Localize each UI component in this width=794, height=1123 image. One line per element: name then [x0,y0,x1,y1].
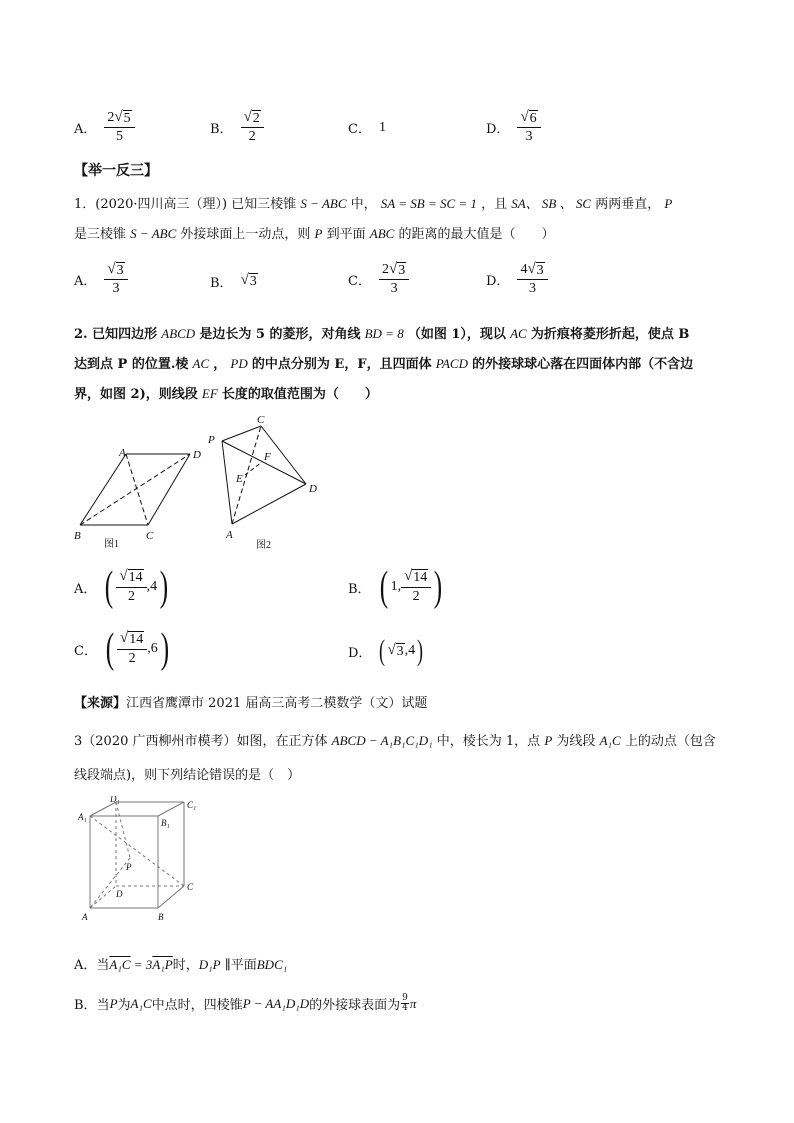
vertex-label-c: C [187,882,194,892]
interval-end: 6 [150,641,158,656]
q2-option-d[interactable] [348,636,425,666]
q2-line-3: 界，如图 2)，则线段 EF 长度的取值范围为（ ） [74,386,378,402]
option-value: 1 [378,119,386,135]
diagonal-a1c [90,816,184,886]
denominator: 2 [248,129,256,145]
option-label: A． [74,122,97,138]
vertex-label-c1: C₁ [187,800,197,810]
q1-line-1: 1．(2020·四川高三（理）) 已知三棱锥 S − ABC 中， SA = SB = SC = 1 ，且 SA、 SB 、 SC 两两垂直， P [74,196,673,212]
q3-line-1: 3（2020 广西柳州市模考）如图，在正方体 ABCD − A₁B₁C₁D₁ 中，棱长为 1，点 P 为线段 A₁C 上的动点（包含 [74,733,716,749]
interval: ( √ 14 2 , 6 ) [105,626,169,672]
segment-pa [90,858,130,908]
interval-end: 4 [150,579,158,594]
point-label-p: P [126,862,132,872]
radicand: 14 [129,632,144,648]
top-option-a[interactable] [74,110,135,145]
edge-ad [90,886,116,908]
radicand: 5 [123,111,131,126]
vertex-label-b: B [158,912,164,922]
radicand: 6 [529,111,537,126]
radicand: 3 [536,263,544,278]
option-label: A． [74,274,97,290]
interval: ( √ 3 , 4 ) [379,634,424,667]
q3-line-2: 线段端点)，则下列结论错误的是（ ） [74,768,301,783]
vertex-label-a1: A₁ [78,812,87,822]
vertex-label-d: D [193,449,201,461]
interval: ( 1 , √ 14 2 ) [379,564,443,610]
figure-1-rhombus [66,440,216,552]
denominator: 3 [112,281,120,297]
q1-option-b[interactable]: B． √ 3 [210,272,257,291]
fraction: √ 6 3 [517,110,540,145]
edge-b1c1 [158,802,184,816]
denominator: 3 [529,281,537,297]
vertex-label-c: C [257,414,265,426]
edge-a1d1 [90,802,116,816]
figure-cube [76,796,206,926]
q2-line-2: 达到点 P 的位置.棱 AC ， PD 的中点分别为 E，F，且四面体 PACD 的外接球球心落在四面体内部（不含边 [74,356,694,372]
denominator: 5 [116,129,123,145]
denominator: 2 [412,588,420,604]
q1-option-c[interactable] [348,262,409,297]
edge-pa [222,441,232,524]
radicand: 3 [116,263,124,278]
edge-ad [232,484,306,524]
vertex-label-b1: B₁ [161,818,170,828]
option-label: B． [210,122,233,138]
q3-option-b[interactable]: B．当 P 为 A₁C 中点时，四棱锥 P − AA₁D₁D 的外接球表面为 9 4 π [74,993,417,1013]
vertex-label-a: A [82,912,88,922]
denominator: 3 [390,281,398,297]
top-option-d[interactable] [486,110,541,145]
fraction: 9 4 [402,993,408,1013]
q3-option-a[interactable]: A．当A₁C = 3A₁P时，D₁P ∥平面BDC₁ [74,957,288,973]
interval-start: 1 [390,579,398,594]
radicand: 2 [252,111,260,126]
option-label: C． [348,122,371,137]
vertex-label-d1: D₁ [110,796,120,804]
segment-d1p [116,802,130,858]
vertex-label-a: A [119,447,126,459]
vector: A₁C [109,957,131,972]
vertex-label-p: P [208,434,215,446]
edge-ab [80,454,126,525]
source-text: 江西省鹰潭市 2021 届高三高考二模数学（文）试题 [126,696,428,711]
option-label: C． [74,643,97,659]
edge-dc [148,454,190,525]
fraction: 2 √ 5 5 [104,110,134,145]
vertex-label-a: A [226,529,233,541]
figure-caption: 图1 [104,539,119,550]
q2-option-a[interactable] [74,566,171,608]
diagonal-ac [126,454,148,525]
q2-option-c[interactable] [74,628,172,670]
denominator: 2 [128,588,135,604]
vertex-label-c: C [146,530,154,542]
vertex-label-d: D [309,483,317,495]
option-label: A． [74,581,97,597]
fraction: √ 2 2 [241,110,264,145]
q1-option-a[interactable] [74,262,128,297]
option-label: B． [210,276,233,291]
option-label: D． [486,122,510,138]
edge-bc [158,886,184,908]
vertex-label-d: D [116,889,123,899]
segment-ef [245,462,262,475]
radicand: 14 [413,570,428,586]
figure-caption: 图2 [256,540,271,551]
interval: ( √ 14 2 , 4 ) [105,564,169,610]
section-title: 【举一反三】 [74,163,158,179]
vertex-label-b: B [74,530,81,542]
option-label: B． [348,581,371,597]
interval-end: 4 [408,643,416,658]
denominator: 2 [128,650,136,666]
denominator: 3 [525,129,533,145]
q1-line-2: 是三棱锥 S − ABC 外接球面上一动点，则 P 到平面 ABC 的距离的最大值是（ ） [74,226,555,242]
radicand: 3 [396,643,404,659]
point-label-f: F [264,451,271,463]
option-label: D． [486,274,510,290]
source-line [74,692,427,711]
fraction: √ 3 3 [104,262,127,297]
radicand: 3 [249,274,257,290]
top-option-b[interactable] [210,110,264,145]
edge-pc [222,426,261,441]
fraction: 2 √ 3 3 [379,262,409,297]
fraction: 4 √ 3 3 [517,262,547,297]
source-tag: 【来源】 [74,696,127,711]
radicand: 14 [128,570,143,586]
option-label: D． [348,645,372,661]
radicand: 3 [398,263,406,278]
figure-2-tetrahedron [198,408,338,554]
diagonal-bd [80,454,190,525]
q2-line-1: 2. 已知四边形 ABCD 是边长为 5 的菱形，对角线 BD = 8 （如图 1），现以 AC 为折痕将菱形折起，使点 B [74,326,690,342]
top-option-c[interactable] [348,118,386,137]
option-label: C． [348,274,371,290]
q2-option-b[interactable] [348,566,445,608]
vector: A₁P [152,957,173,972]
q1-option-d[interactable] [486,262,548,297]
point-label-e: E [236,473,243,485]
